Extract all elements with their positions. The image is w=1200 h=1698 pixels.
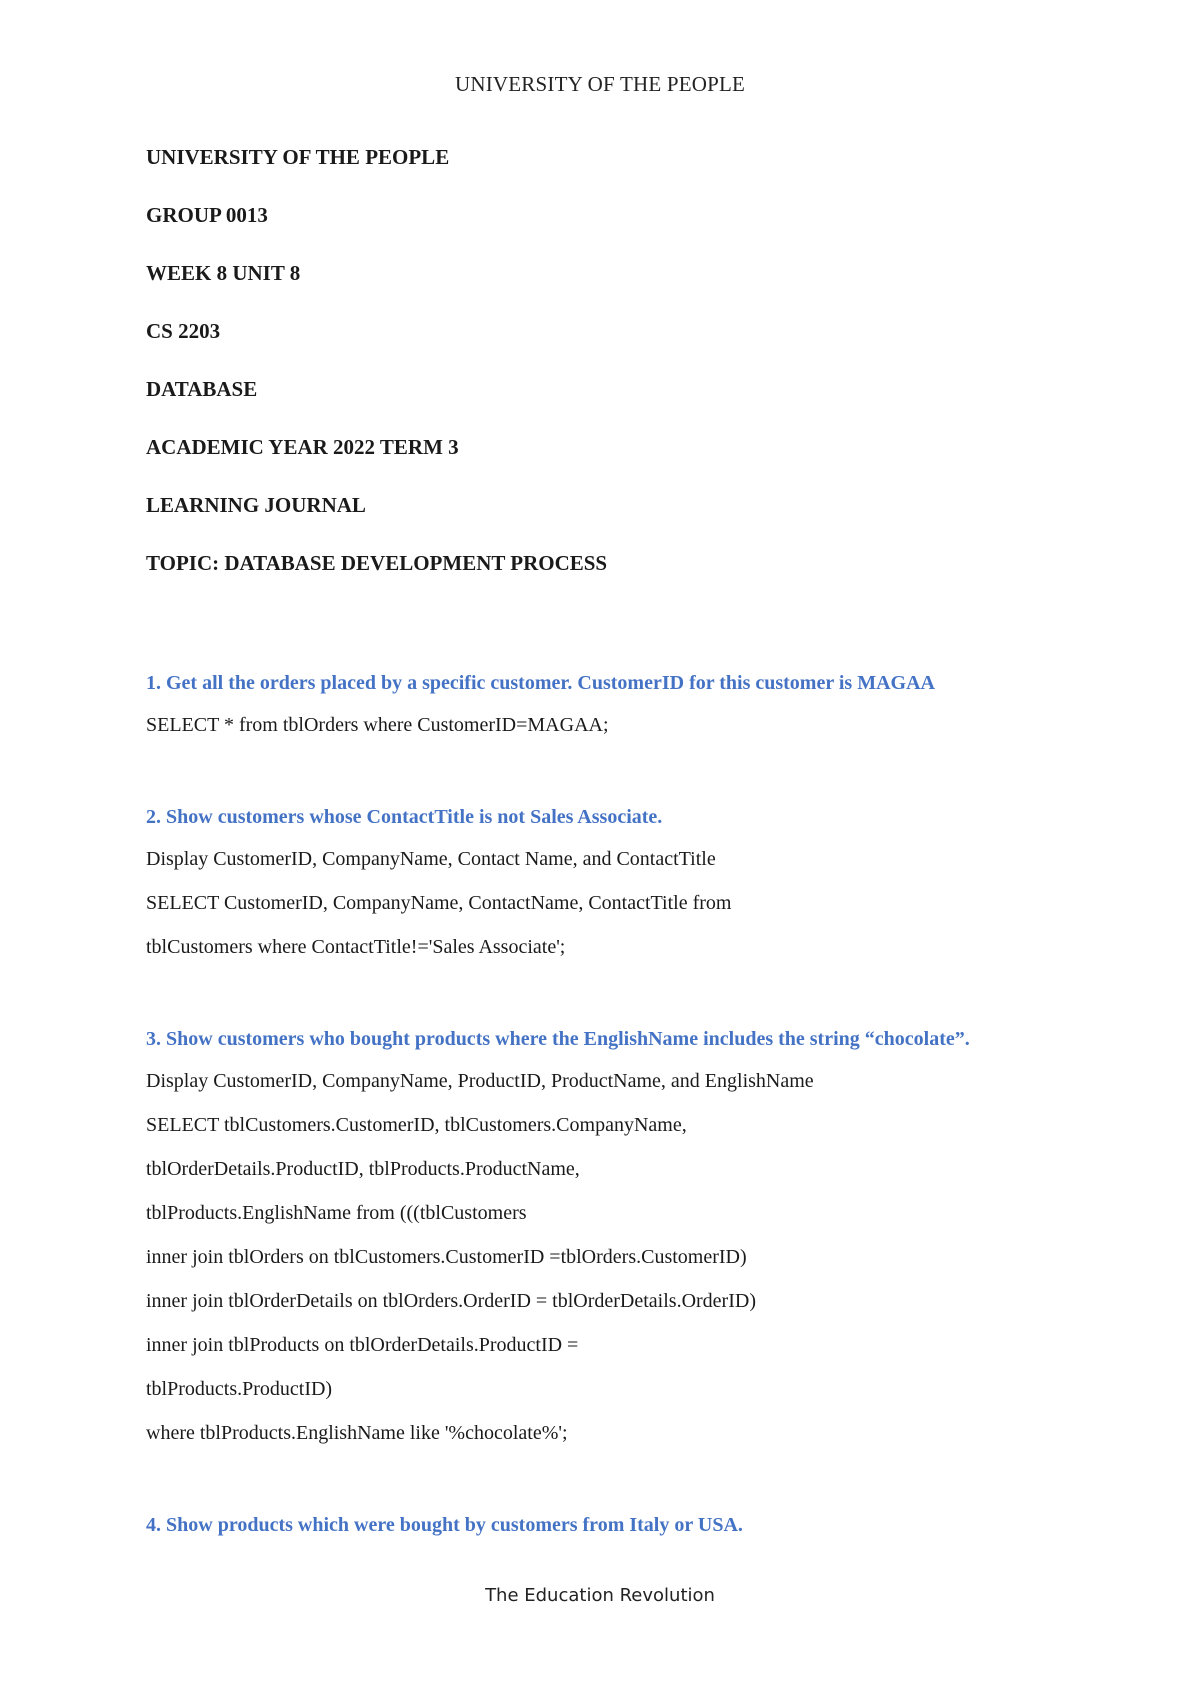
title-topic: TOPIC: DATABASE DEVELOPMENT PROCESS — [146, 551, 608, 575]
question-4 — [146, 1512, 1086, 1539]
answer-line: inner join tblOrders on tblCustomers.CustomerID =tblOrders.CustomerID) — [146, 1246, 747, 1268]
question-heading: 1. Get all the orders placed by a specific customer. CustomerID for this customer is MAGAA — [146, 672, 935, 694]
question-1 — [146, 670, 1086, 757]
question-3 — [146, 1026, 1086, 1465]
answer-line: SELECT CustomerID, CompanyName, ContactName, ContactTitle from — [146, 892, 732, 914]
question-heading: 2. Show customers whose ContactTitle is not Sales Associate. — [146, 806, 663, 828]
question-2 — [146, 804, 1086, 979]
questions-content — [146, 670, 1086, 1586]
title-university: UNIVERSITY OF THE PEOPLE — [146, 145, 450, 169]
answer-line: SELECT * from tblOrders where CustomerID=MAGAA; — [146, 714, 609, 736]
answer-line: Display CustomerID, CompanyName, Contact Name, and ContactTitle — [146, 848, 716, 870]
answer-line: tblProducts.EnglishName from (((tblCustomers — [146, 1202, 527, 1224]
title-course-name: DATABASE — [146, 377, 258, 401]
answer-line: SELECT tblCustomers.CustomerID, tblCustomers.CompanyName, — [146, 1114, 687, 1136]
running-header: UNIVERSITY OF THE PEOPLE — [454, 72, 746, 96]
question-heading: 4. Show products which were bought by customers from Italy or USA. — [146, 1514, 743, 1536]
title-academic-year: ACADEMIC YEAR 2022 TERM 3 — [146, 435, 459, 459]
question-heading: 3. Show customers who bought products where the EnglishName includes the string “chocolate”. — [146, 1028, 970, 1050]
page-footer: The Education Revolution — [485, 1585, 715, 1606]
title-journal: LEARNING JOURNAL — [146, 493, 366, 517]
answer-line: where tblProducts.EnglishName like '%chocolate%'; — [146, 1422, 568, 1444]
title-block — [146, 145, 607, 609]
answer-line: Display CustomerID, CompanyName, ProductID, ProductName, and EnglishName — [146, 1070, 814, 1092]
title-group: GROUP 0013 — [146, 203, 268, 227]
answer-line: tblOrderDetails.ProductID, tblProducts.ProductName, — [146, 1158, 580, 1180]
title-course-code: CS 2203 — [146, 319, 221, 343]
answer-line: inner join tblOrderDetails on tblOrders.OrderID = tblOrderDetails.OrderID) — [146, 1290, 756, 1312]
title-week-unit: WEEK 8 UNIT 8 — [146, 261, 301, 285]
answer-line: inner join tblProducts on tblOrderDetails.ProductID = — [146, 1334, 579, 1356]
answer-line: tblCustomers where ContactTitle!='Sales Associate'; — [146, 936, 566, 958]
answer-line: tblProducts.ProductID) — [146, 1378, 333, 1400]
